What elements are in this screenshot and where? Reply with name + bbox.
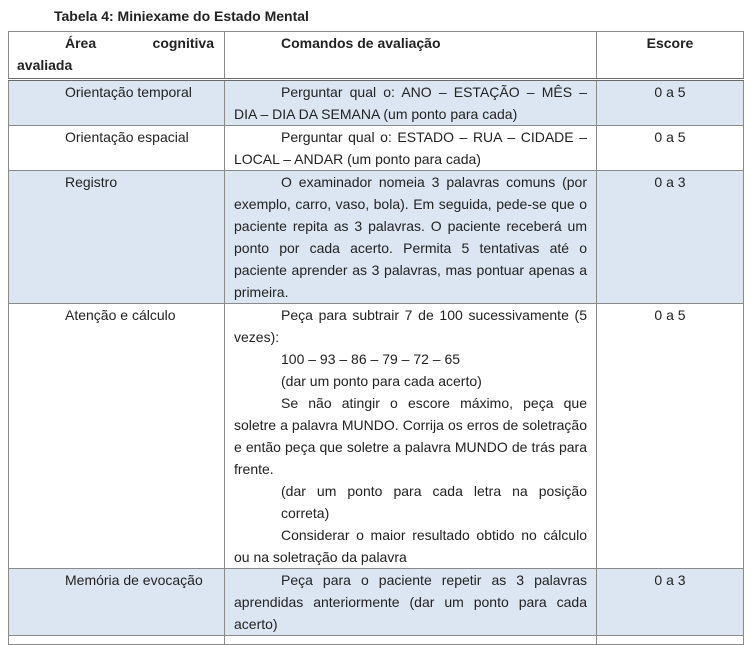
table-row [9,304,744,569]
command-text: Peça para subtrair 7 de 100 sucessivamente (5 vezes): [234,307,587,345]
table-caption: Tabela 4: Miniexame do Estado Mental [54,8,309,24]
command-cell [225,569,597,636]
command-cell [225,80,597,126]
command-cell [225,171,597,304]
header-area-word2: cognitiva [152,35,214,51]
command-text: 100 – 93 – 86 – 79 – 72 – 65 [281,351,461,367]
command-text: Perguntar qual o: ESTADO – RUA – CIDADE – LOCAL – ANDAR (um ponto para cada) [234,129,587,167]
command-text: Peça para o paciente repetir as 3 palavras aprendidas anteriormente (dar um ponto para cada acerto) [234,572,587,632]
command-cell [225,126,597,171]
score-cell: 0 a 5 [597,126,744,171]
area-cell: Memória de evocação [9,569,225,636]
mini-mental-table [8,31,744,645]
empty-cell [225,636,597,645]
header-row [9,32,744,80]
area-cell: Orientação temporal [9,80,225,126]
command-text: (dar um ponto para cada letra na posição correta) [281,483,587,521]
table-row [9,126,744,171]
table-row [9,636,744,645]
area-cell: Atenção e cálculo [9,304,225,569]
area-cell: Registro [9,171,225,304]
table-row [9,80,744,126]
header-area-word3: avaliada [17,57,73,73]
score-cell: 0 a 3 [597,569,744,636]
header-area [9,32,225,80]
header-score: Escore [597,32,744,80]
command-text: (dar um ponto para cada acerto) [281,373,482,389]
table-row [9,569,744,636]
score-cell: 0 a 5 [597,304,744,569]
command-text: Considerar o maior resultado obtido no cálculo ou na soletração da palavra [234,527,587,565]
table-row [9,171,744,304]
score-cell: 0 a 3 [597,171,744,304]
command-text: O examinador nomeia 3 palavras comuns (por exemplo, carro, vaso, bola). Em seguida, pede-se que o paciente repita as 3 palavras. O paciente receberá um ponto por cada acerto. Permita 5 tentativas até o paciente aprender as 3 palavras, mas pontuar apenas a primeira. [234,174,587,300]
command-text: Se não atingir o escore máximo, peça que soletre a palavra MUNDO. Corrija os erros de soletração e então peça que soletre a palavra MUNDO de trás para frente. [234,395,587,477]
score-cell: 0 a 5 [597,80,744,126]
empty-cell [597,636,744,645]
header-area-word1: Área [65,35,97,51]
command-cell [225,304,597,569]
empty-cell [9,636,225,645]
area-cell: Orientação espacial [9,126,225,171]
header-commands: Comandos de avaliação [225,32,597,80]
command-text: Perguntar qual o: ANO – ESTAÇÃO – MÊS – DIA – DIA DA SEMANA (um ponto para cada) [234,84,587,122]
